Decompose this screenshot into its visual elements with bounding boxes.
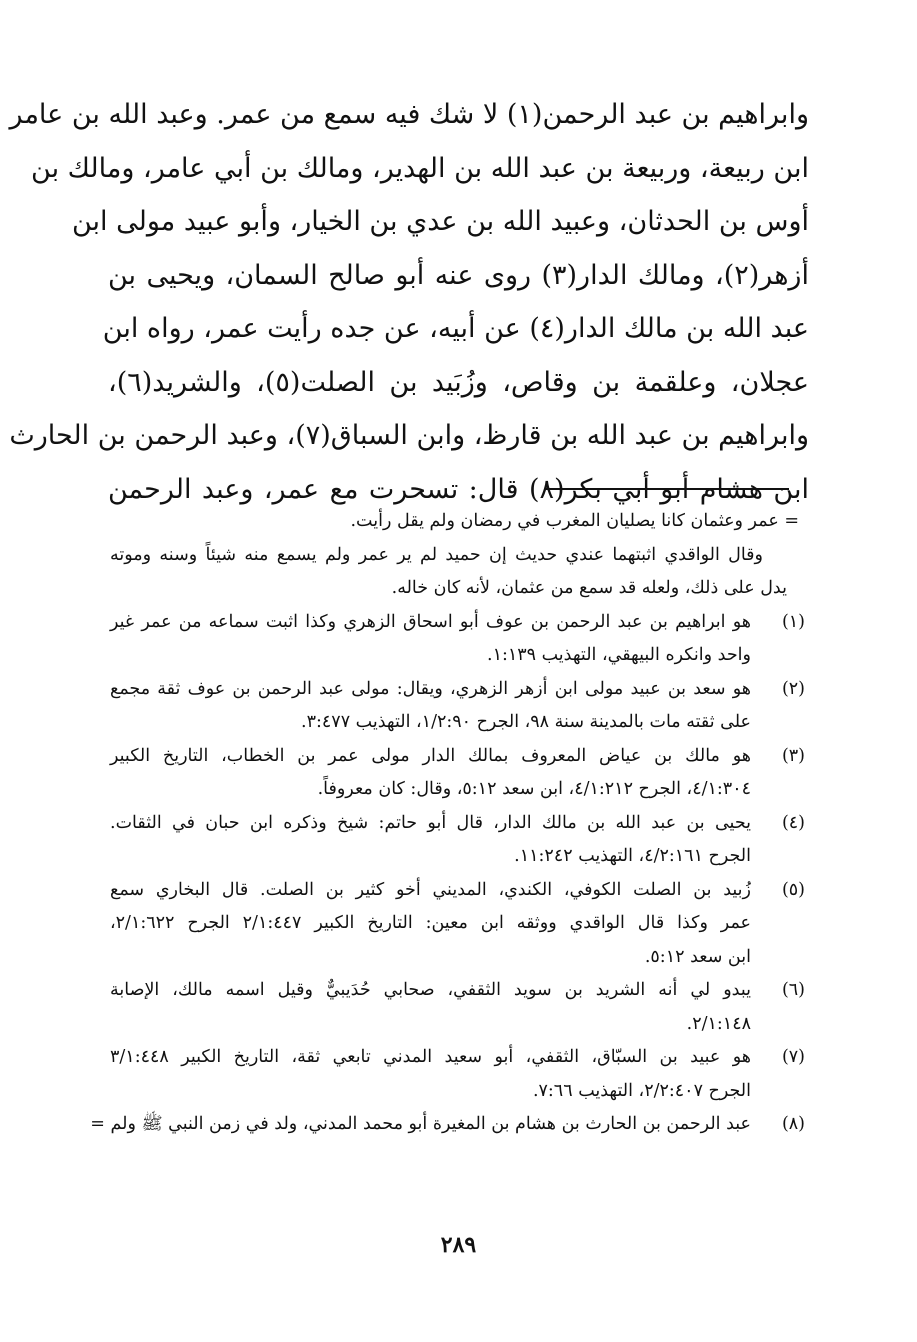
footnote-2 xyxy=(110,673,805,740)
footnote-line: الجرح ٤/٢:١٦١، التهذيب ١١:٢٤٢. xyxy=(514,846,751,866)
footnote-line: يبدو لي أنه الشريد بن سويد الثقفي، صحابي حُدَيبيٌّ وقيل اسمه مالك، الإصابة xyxy=(110,980,751,1000)
footnote-line: واحد وانكره البيهقي، التهذيب ١:١٣٩. xyxy=(486,645,751,665)
footnote-line: يحيى بن عبد الله بن مالك الدار، قال أبو حاتم: شيخ وذكره ابن حبان في الثقات. xyxy=(110,812,751,833)
footnote-line: زُبيد بن الصلت الكوفي، الكندي، المديني أخو كثير بن الصلت. قال البخاري سمع xyxy=(110,879,751,900)
footnote-5 xyxy=(110,874,805,975)
footnote-number: (٢) xyxy=(781,678,805,699)
footnote-line: ٢/١:١٤٨. xyxy=(686,1013,751,1034)
footnote-number: (٥) xyxy=(781,879,805,900)
continued-note-line-1: = عمر وعثمان كانا يصليان المغرب في رمضان ولم يقل رأيت. xyxy=(350,511,799,531)
page-number: ٢٨٩ xyxy=(440,1232,477,1258)
footnote-line: هو ابراهيم بن عبد الرحمن بن عوف أبو اسحاق الزهري وكذا اثبت سماعه من عمر غير xyxy=(110,611,751,632)
main-line-4: أزهر(٢)، ومالك الدار(٣) روى عنه أبو صالح السمان، ويحيى بن xyxy=(108,259,809,291)
footnote-7 xyxy=(110,1041,805,1108)
footnote-number: (٤) xyxy=(781,812,805,833)
footnote-number: (٨) xyxy=(781,1114,805,1134)
continued-note-line-3: يدل على ذلك، ولعله قد سمع من عثمان، لأنه كان خاله. xyxy=(391,578,787,598)
footnote-line: هو عبيد بن السبّاق، الثقفي، أبو سعيد المدني تابعي ثقة، التاريخ الكبير ٣/١:٤٤٨ xyxy=(110,1047,751,1067)
footnote-4 xyxy=(110,807,805,874)
footnote-line: هو مالك بن عياض المعروف بمالك الدار مولى عمر بن الخطاب، التاريخ الكبير xyxy=(110,745,751,766)
footnote-line: ابن سعد ٥:١٢. xyxy=(644,946,751,967)
footnote-3 xyxy=(110,740,805,807)
continued-note-line-2: وقال الواقدي اثبتهما عندي حديث إن حميد لم ير عمر ولم يسمع منه شيئاً وسنه وموته xyxy=(110,544,763,565)
footnotes xyxy=(90,505,805,1142)
footnote-6 xyxy=(110,974,805,1041)
footnote-8 xyxy=(90,1108,805,1142)
footnote-line: عمر وكذا قال الواقدي ووثقه ابن معين: التاريخ الكبير ٢/١:٤٤٧ الجرح ٢/١:٦٢٢، xyxy=(110,913,751,933)
footnote-line: هو سعد بن عبيد مولى ابن أزهر الزهري، ويقال: مولى عبد الرحمن بن عوف ثقة مجمع xyxy=(110,678,751,699)
main-line-5: عبد الله بن مالك الدار(٤) عن أبيه، عن جده رأيت عمر، رواه ابن xyxy=(102,313,809,344)
main-line-2: ابن ربيعة، وربيعة بن عبد الله بن الهدير، ومالك بن أبي عامر، ومالك بن xyxy=(31,152,809,184)
footnote-line: الجرح ٢/٢:٤٠٧، التهذيب ٧:٦٦. xyxy=(532,1080,751,1101)
footnote-number: (١) xyxy=(781,611,805,632)
footnote-number: (٣) xyxy=(781,745,805,766)
footnote-number: (٦) xyxy=(781,980,805,1000)
main-line-1: وابراهيم بن عبد الرحمن(١) لا شك فيه سمع من عمر. وعبد الله بن عامر xyxy=(9,99,809,130)
footnote-line: ٤/١:٣٠٤، الجرح ٤/١:٢١٢، ابن سعد ٥:١٢، وقال: كان معروفاً. xyxy=(317,779,751,799)
main-line-6: عجلان، وعلقمة بن وقاص، وزُبَيد بن الصلت(٥)، والشريد(٦)، xyxy=(108,366,809,398)
main-text xyxy=(9,88,809,516)
main-line-3: أوس بن الحدثان، وعبيد الله بن عدي بن الخيار، وأبو عبيد مولى ابن xyxy=(71,206,809,237)
footnote-number: (٧) xyxy=(781,1047,805,1067)
main-line-8: ابن هشام أبو أبي بكر(٨) قال: تسحرت مع عمر، وعبد الرحمن xyxy=(108,473,809,505)
footnote-line: على ثقته مات بالمدينة سنة ٩٨، الجرح ١/٢:٩٠، التهذيب ٣:٤٧٧. xyxy=(301,712,751,732)
main-line-7: وابراهيم بن عبد الله بن قارظ، وابن السباق(٧)، وعبد الرحمن بن الحارث xyxy=(9,420,809,451)
footnote-separator xyxy=(545,488,789,490)
footnote-line: عبد الرحمن بن الحارث بن هشام بن المغيرة أبو محمد المدني، ولد في زمن النبي ﷺ ولم = xyxy=(90,1114,751,1134)
footnote-1 xyxy=(110,606,805,673)
